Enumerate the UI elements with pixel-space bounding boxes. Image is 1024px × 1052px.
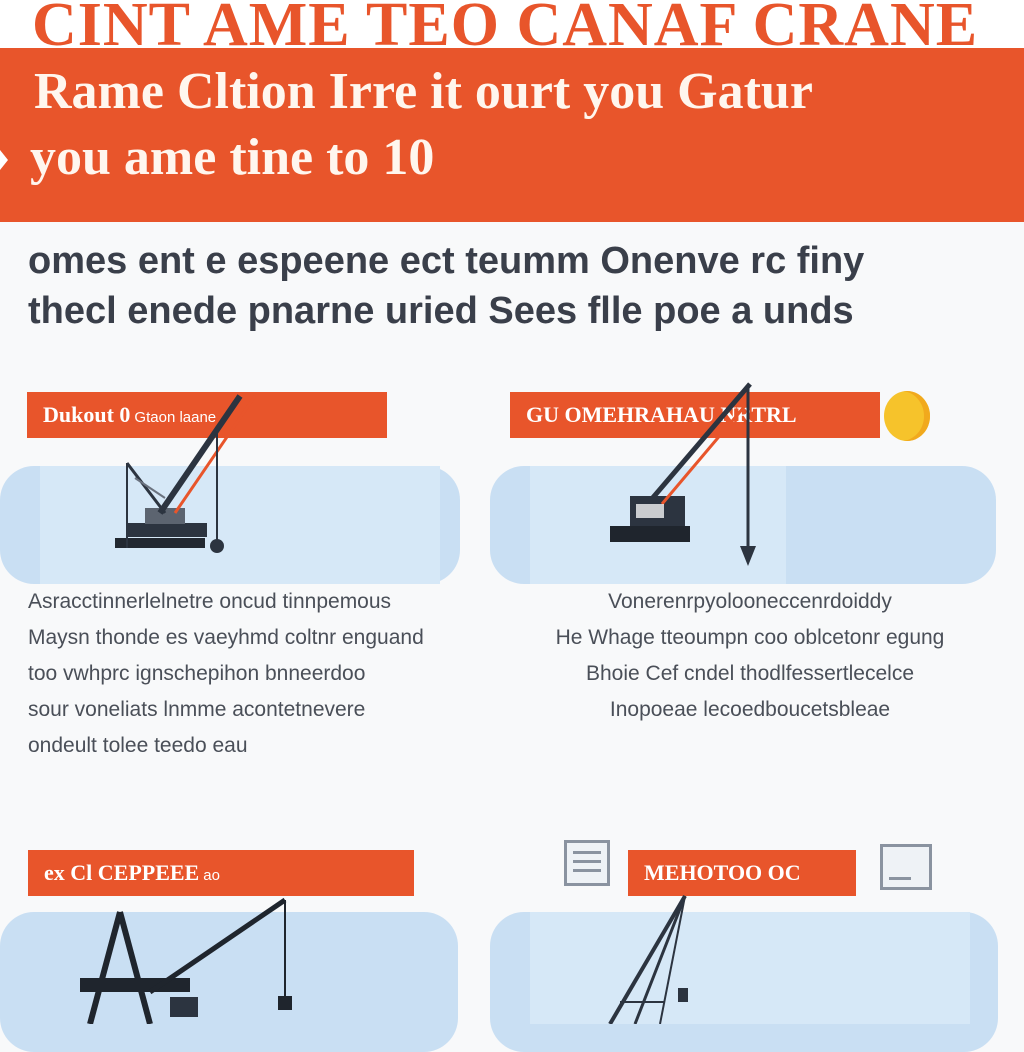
header-banner [0, 0, 1024, 222]
card-3-tag-sub: ao [203, 867, 220, 884]
card-2-desc-line: Inopoeae lecoedboucetsbleae [609, 698, 891, 721]
lattice-crane-icon [590, 892, 730, 1024]
card-1-tag-label: Dukout 0 [43, 402, 131, 427]
card-1-desc-line: sour voneliats lnmme acontetnevere [28, 698, 366, 721]
card-1-desc-line: Maysn thonde es vaeyhmd coltnr enguand [28, 626, 424, 649]
window-icon [880, 844, 932, 890]
banner-subtitle-line-2: you ame tine to 10 [30, 129, 435, 186]
document-icon [564, 840, 610, 886]
card-2-desc-line: Bhoie Cef cndel thodlfessertlecelce [585, 662, 915, 685]
card-2-description [520, 584, 980, 728]
sun-icon [884, 391, 930, 441]
tower-crane-icon [80, 892, 310, 1024]
card-1-desc-line: too vwhprc ignschepihon bnneerdoo [28, 662, 366, 685]
card-4-tag-label: MEHOTOO OC [644, 860, 801, 885]
card-3-tag-label: ex Cl CEPPEEE [44, 860, 200, 885]
card-4-tag [628, 850, 856, 896]
card-1-description [28, 584, 448, 764]
card-2-desc-line: Vonerenrpyolooneccenrdoiddy [608, 590, 892, 613]
card-1-desc-line: Asracctinnerlelnetre oncud tinnpemous [28, 590, 392, 613]
intro-line-1: omes ent e espeene ect teumm Onenve rc finy [28, 240, 865, 282]
card-2-desc-line: He Whage tteoumpn coo oblcetonr egung [555, 626, 945, 649]
card-1-desc-line: ondeult tolee teedo eau [28, 734, 248, 757]
card-2-tag-label: GU OMEHRAHAU NRTRL [526, 402, 797, 427]
intro-line-2: thecl enede pnarne uried Sees flle poe a unds [28, 290, 854, 332]
excavator-crane-icon [600, 376, 770, 572]
intro-text [28, 236, 988, 336]
crawler-crane-icon [105, 388, 265, 568]
card-3-tag [28, 850, 414, 896]
banner-title: CINT AME TEO CANAF CRANE [32, 0, 979, 59]
arrow-icon [0, 150, 8, 170]
card-1-tag-sub: Gtaon laane [134, 409, 217, 426]
banner-subtitle-line-1: Rame Cltion Irre it ourt you Gatur [34, 63, 813, 120]
